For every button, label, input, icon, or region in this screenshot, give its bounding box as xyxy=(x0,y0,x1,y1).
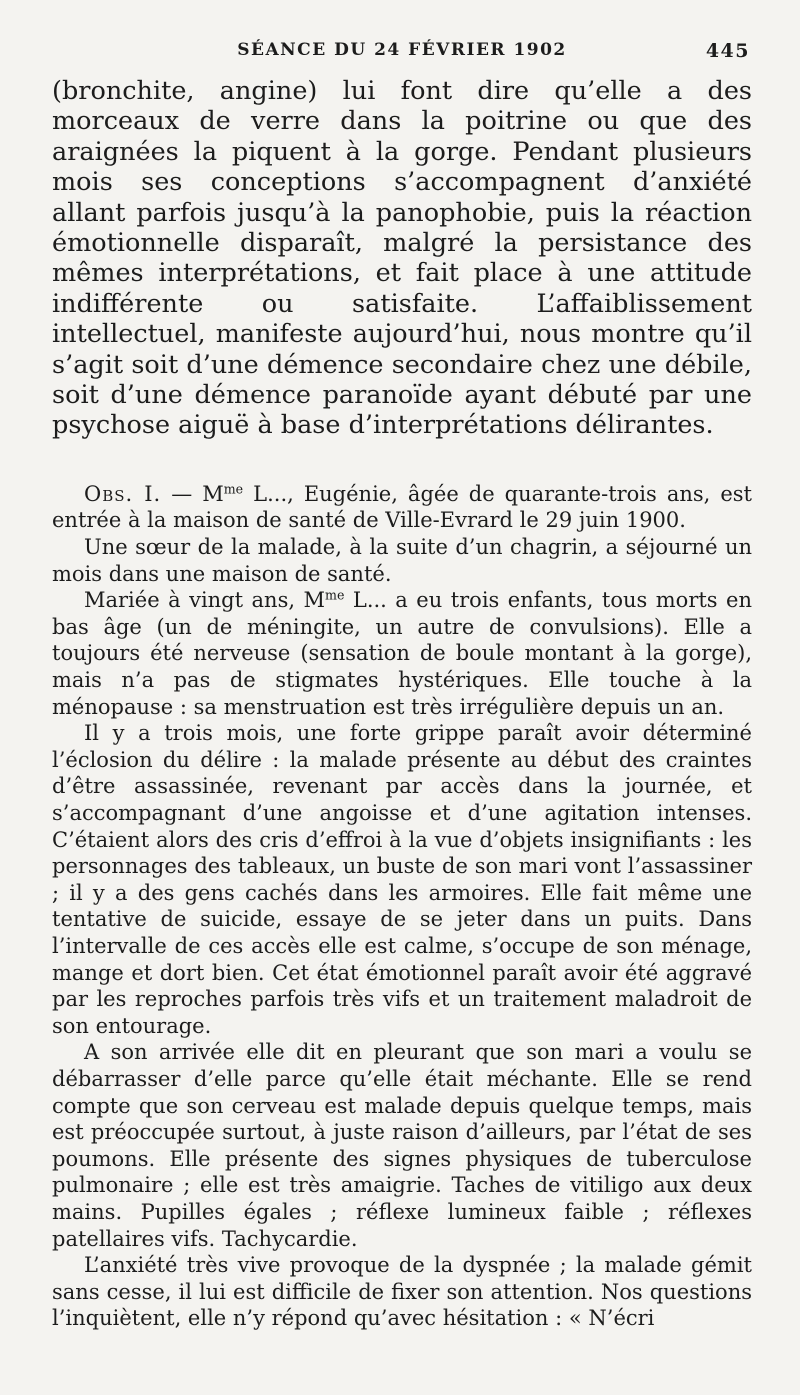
observation-p3-sup: me xyxy=(325,587,345,603)
observation-paragraph-5: A son arrivée elle dit en pleurant que son mari a voulu se débarrasser d’elle parce qu’elle était méchante. Elle se rend compte que son cerveau est malade depuis quelque temps, mais est préoccupée surtout, à juste raison d’ailleurs, par l’état de ses poumons. Elle présente des signes physiques de tuberculose pulmonaire ; elle est très amaigrie. Taches de vitiligo aux deux mains. Pupilles égales ; réflexe lumineux faible ; réflexes patellaires vifs. Tachycardie. xyxy=(52,1040,752,1251)
lead-paragraph: (bronchite, angine) lui font dire qu’elle a des morceaux de verre dans la poitrine ou que des araignées la piquent à la gorge. Pendant plusieurs mois ses conceptions s’accompagnent d’anxiété allant parfois jusqu’à la panophobie, puis la réaction émotionnelle disparaît, malgré la persistance des mêmes interprétations, et fait place à une attitude indifférente ou satisfaite. L’affaiblissement intellectuel, manifeste aujourd’hui, nous montre qu’il s’agit soit d’une démence secondaire chez une débile, soit d’une démence paranoïde ayant débuté par une psychose aiguë à base d’interprétations délirantes. xyxy=(52,76,752,441)
observation-p1-dash: — M xyxy=(161,481,224,506)
observation-paragraph-2: Une sœur de la malade, à la suite d’un chagrin, a séjourné un mois dans une maison de santé. xyxy=(52,535,752,586)
observation-paragraph-4: Il y a trois mois, une forte grippe paraît avoir déterminé l’éclosion du délire : la malade présente au début des craintes d’être assassinée, revenant par accès dans la journée, et s’accompagnant d’une angoisse et d’une agitation intenses. C’étaient alors des cris d’effroi à la vue d’objets insignifiants : les personnages des tableaux, un buste de son mari vont l’assassiner ; il y a des gens cachés dans les armoires. Elle fait même une tentative de suicide, essaye de se jeter dans un puits. Dans l’intervalle de ces accès elle est calme, s’occupe de son ménage, mange et dort bien. Cet état émotionnel paraît avoir été aggravé par les reproches parfois très vifs et un traitement maladroit de son entourage. xyxy=(52,721,752,1038)
running-header xyxy=(52,40,752,76)
observation-label: Obs. I. xyxy=(84,481,162,506)
observation-paragraph-6: L’anxiété très vive provoque de la dyspnée ; la malade gémit sans cesse, il lui est difficile de fixer son attention. Nos questions l’inquiètent, elle n’y répond qu’avec hésitation : « N’écri xyxy=(52,1253,752,1331)
lead-paragraph-block xyxy=(52,76,752,441)
page-number: 445 xyxy=(705,40,750,62)
observation-p3-start: Mariée à vingt ans, M xyxy=(84,588,325,613)
observation-section xyxy=(52,481,752,1332)
observation-p3-rest: L... a eu trois enfants, tous morts en bas âge (un de méningite, un autre de convulsions). Elle a toujours été nerveuse (sensation de boule montant à la gorge), mais n’a pas de stigmates hystériques. Elle touche à la ménopause : sa menstruation est très irrégulière depuis un an. xyxy=(52,588,752,719)
document-page xyxy=(52,40,752,1332)
observation-paragraph-3 xyxy=(52,587,752,720)
observation-paragraph-1 xyxy=(52,481,752,534)
observation-p1-sup: me xyxy=(223,481,244,497)
observation-p1-rest: L..., Eugénie, âgée de quarante-trois ans, est entrée à la maison de santé de Ville-Evrard le 29 juin 1900. xyxy=(52,481,752,533)
header-title: SÉANCE DU 24 FÉVRIER 1902 xyxy=(237,40,567,60)
